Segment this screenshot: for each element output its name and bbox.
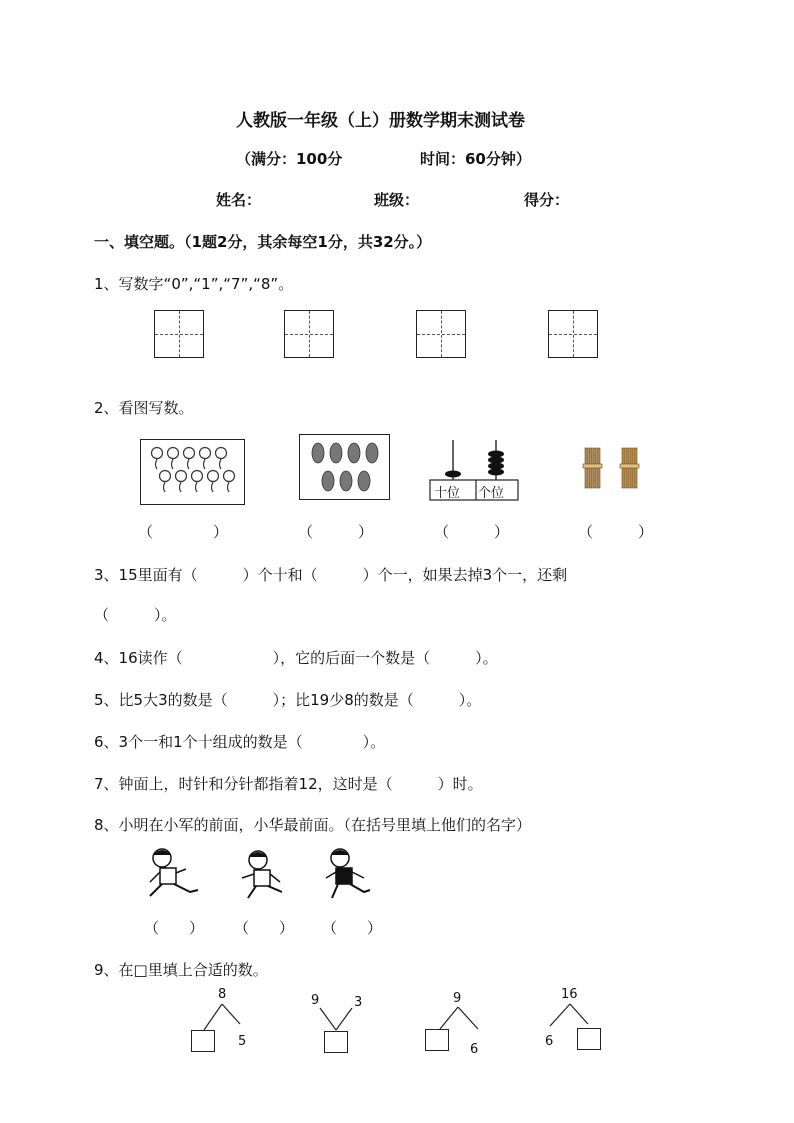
abacus-tens-label: 十位 xyxy=(434,486,461,501)
question-1: 1、写数字“0”,“1”,“7”,“8”。 xyxy=(94,275,294,293)
tree-side-number: 6 xyxy=(545,1034,554,1049)
abacus-ones-label: 个位 xyxy=(478,486,505,501)
leaves-picture xyxy=(299,434,390,500)
number-blank-box[interactable] xyxy=(425,1029,449,1051)
tree-top-left-number: 9 xyxy=(311,993,320,1008)
question-8: 8、小明在小军的前面，小华最前面。（在括号里填上他们的名字） xyxy=(94,816,532,834)
answer-blank[interactable]: （ ） xyxy=(144,919,205,937)
balloons-picture xyxy=(140,439,245,505)
number-blank-box[interactable] xyxy=(324,1031,348,1053)
number-blank-box[interactable] xyxy=(577,1028,601,1050)
answer-blank[interactable]: （ ） xyxy=(578,523,654,541)
running-boy-icon xyxy=(234,848,298,908)
answer-blank[interactable]: （ ） xyxy=(138,523,229,541)
time-limit-label: 时间：60分钟） xyxy=(420,150,531,168)
balloons-icon xyxy=(141,440,246,506)
stick-bundles-icon xyxy=(580,446,650,496)
score-label: 得分： xyxy=(524,191,570,209)
answer-blank[interactable]: （ ） xyxy=(434,523,510,541)
question-2: 2、看图写数。 xyxy=(94,399,194,417)
question-9: 9、在□里填上合适的数。 xyxy=(94,961,268,979)
number-blank-box[interactable] xyxy=(191,1030,215,1052)
question-7: 7、钟面上，时针和分针都指着12，这时是（ ）时。 xyxy=(94,775,483,793)
writing-grid-box[interactable] xyxy=(548,310,598,358)
question-3-line-2: （ ）。 xyxy=(94,606,177,624)
full-score-label: （满分：100分 xyxy=(236,150,343,168)
running-boy-icon xyxy=(142,846,206,906)
running-boy-icon xyxy=(320,846,384,906)
leaves-icon xyxy=(300,435,391,501)
tree-side-number: 5 xyxy=(238,1034,247,1049)
question-3-line-1: 3、15里面有（ ）个十和（ ）个一，如果去掉3个一，还剩 xyxy=(94,566,568,584)
section-heading: 一、填空题。（1题2分，其余每空1分，共32分。） xyxy=(94,233,432,251)
name-label: 姓名： xyxy=(216,191,262,209)
class-label: 班级： xyxy=(374,191,420,209)
writing-grid-box[interactable] xyxy=(154,310,204,358)
tree-top-number: 8 xyxy=(218,987,227,1002)
writing-grid-box[interactable] xyxy=(416,310,466,358)
question-5: 5、比5大3的数是（ ）；比19少8的数是（ ）。 xyxy=(94,691,482,709)
question-6: 6、3个一和1个十组成的数是（ ）。 xyxy=(94,733,386,751)
tree-top-number: 9 xyxy=(453,991,462,1006)
answer-blank[interactable]: （ ） xyxy=(322,919,383,937)
tree-side-number: 6 xyxy=(470,1042,479,1057)
writing-grid-box[interactable] xyxy=(284,310,334,358)
answer-blank[interactable]: （ ） xyxy=(234,919,295,937)
page-title: 人教版一年级（上）册数学期末测试卷 xyxy=(236,111,525,131)
answer-blank[interactable]: （ ） xyxy=(298,523,374,541)
tree-top-number: 16 xyxy=(561,987,578,1002)
question-4: 4、16读作（ ），它的后面一个数是（ ）。 xyxy=(94,649,498,667)
tree-top-right-number: 3 xyxy=(354,995,363,1010)
